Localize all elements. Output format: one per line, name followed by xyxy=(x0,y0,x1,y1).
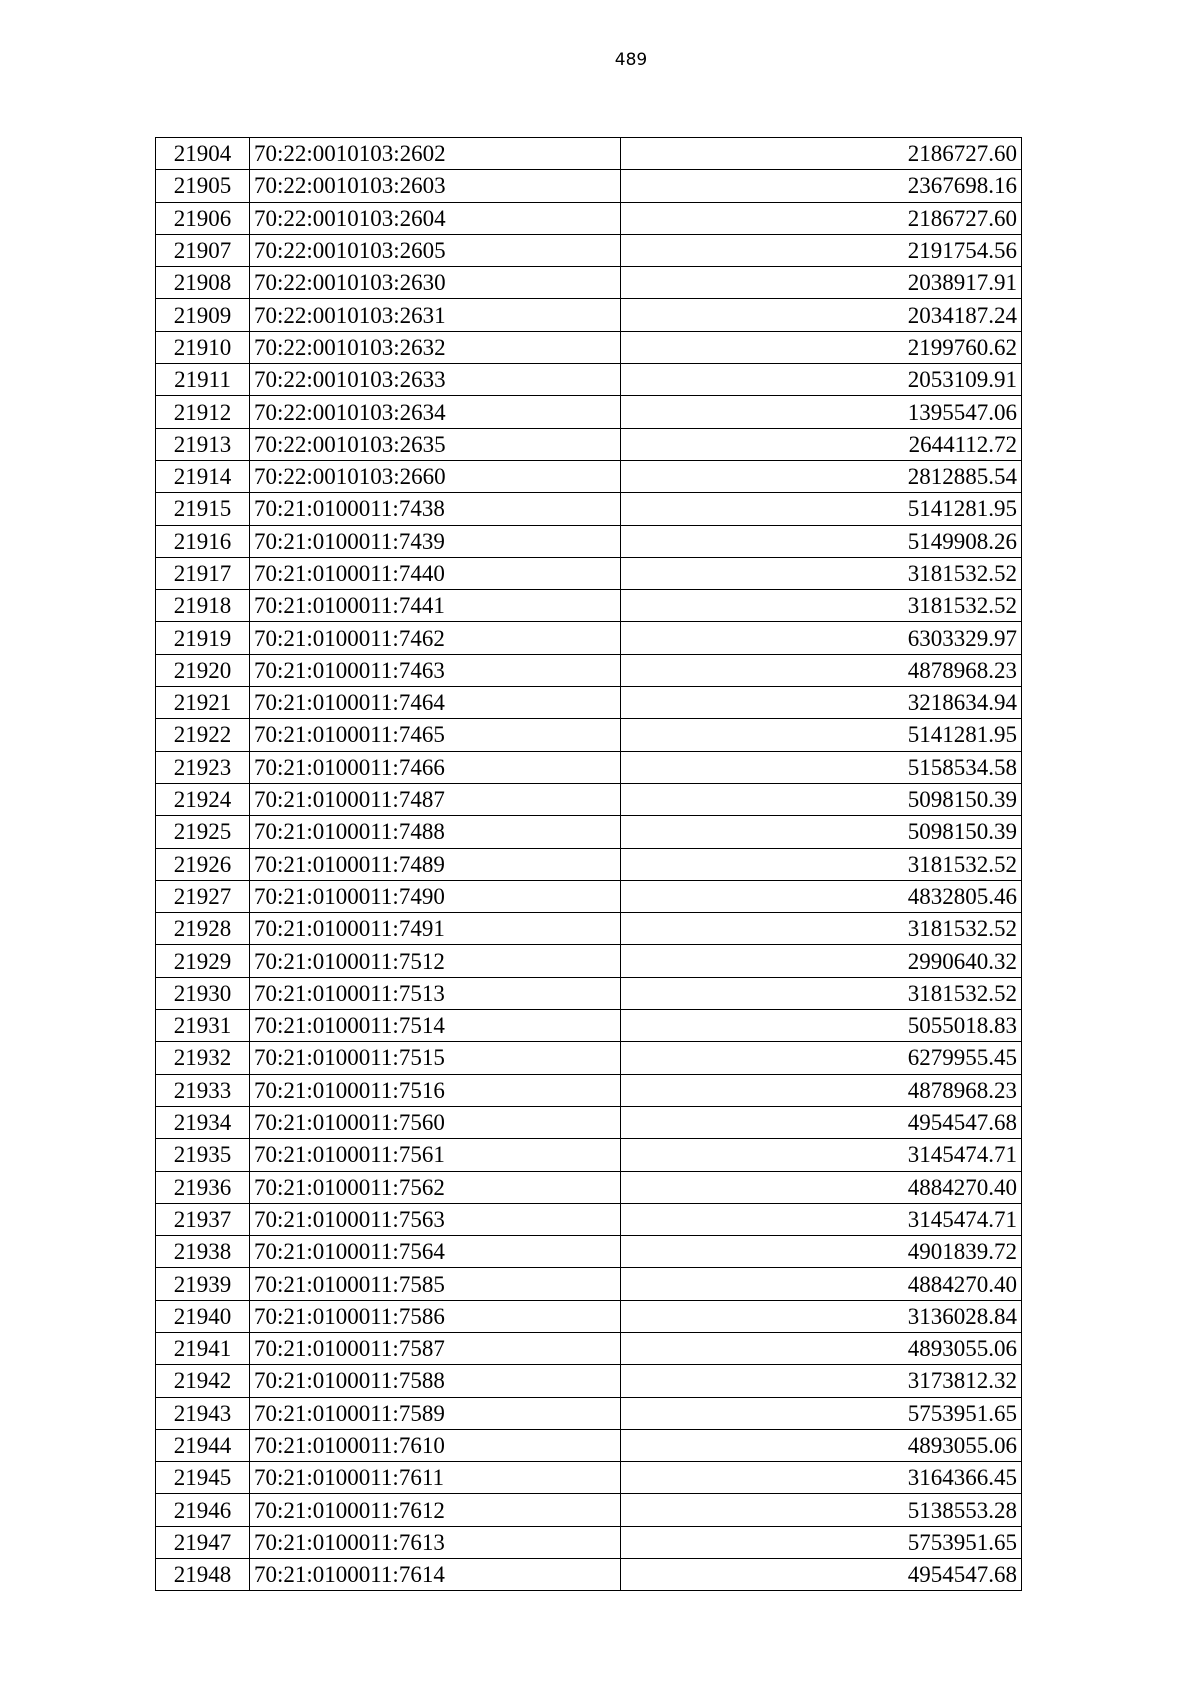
table-row xyxy=(156,1268,1022,1300)
cadastral-value: 4878968.23 xyxy=(621,1074,1022,1106)
cadastral-value: 2199760.62 xyxy=(621,331,1022,363)
cadastral-number: 70:21:0100011:7440 xyxy=(250,557,621,589)
row-number: 21904 xyxy=(156,138,250,170)
table-row xyxy=(156,1397,1022,1429)
cadastral-number: 70:21:0100011:7586 xyxy=(250,1300,621,1332)
cadastral-value: 3181532.52 xyxy=(621,590,1022,622)
cadastral-value: 4954547.68 xyxy=(621,1559,1022,1591)
cadastral-number: 70:21:0100011:7489 xyxy=(250,848,621,880)
row-number: 21927 xyxy=(156,880,250,912)
cadastral-value: 5158534.58 xyxy=(621,751,1022,783)
cadastral-value: 4893055.06 xyxy=(621,1429,1022,1461)
row-number: 21916 xyxy=(156,525,250,557)
cadastral-value: 1395547.06 xyxy=(621,396,1022,428)
cadastral-value: 5138553.28 xyxy=(621,1494,1022,1526)
cadastral-value: 4884270.40 xyxy=(621,1171,1022,1203)
row-number: 21923 xyxy=(156,751,250,783)
cadastral-value: 3145474.71 xyxy=(621,1139,1022,1171)
cadastral-value-table xyxy=(155,137,1022,1591)
row-number: 21915 xyxy=(156,493,250,525)
cadastral-number: 70:22:0010103:2632 xyxy=(250,331,621,363)
row-number: 21947 xyxy=(156,1526,250,1558)
row-number: 21914 xyxy=(156,460,250,492)
row-number: 21906 xyxy=(156,202,250,234)
row-number: 21929 xyxy=(156,945,250,977)
row-number: 21937 xyxy=(156,1203,250,1235)
table-row xyxy=(156,687,1022,719)
table-row xyxy=(156,622,1022,654)
table-row xyxy=(156,1010,1022,1042)
cadastral-value: 3136028.84 xyxy=(621,1300,1022,1332)
row-number: 21911 xyxy=(156,364,250,396)
cadastral-number: 70:21:0100011:7585 xyxy=(250,1268,621,1300)
cadastral-value: 3181532.52 xyxy=(621,977,1022,1009)
cadastral-value: 4901839.72 xyxy=(621,1236,1022,1268)
table-row xyxy=(156,428,1022,460)
table-row xyxy=(156,1559,1022,1591)
table-row xyxy=(156,1106,1022,1138)
cadastral-number: 70:21:0100011:7516 xyxy=(250,1074,621,1106)
row-number: 21912 xyxy=(156,396,250,428)
row-number: 21946 xyxy=(156,1494,250,1526)
cadastral-value: 2191754.56 xyxy=(621,234,1022,266)
cadastral-value: 4832805.46 xyxy=(621,880,1022,912)
row-number: 21942 xyxy=(156,1365,250,1397)
row-number: 21918 xyxy=(156,590,250,622)
row-number: 21930 xyxy=(156,977,250,1009)
cadastral-value: 5141281.95 xyxy=(621,493,1022,525)
table-row xyxy=(156,880,1022,912)
row-number: 21909 xyxy=(156,299,250,331)
table-row xyxy=(156,460,1022,492)
table-row xyxy=(156,1171,1022,1203)
cadastral-value: 2053109.91 xyxy=(621,364,1022,396)
row-number: 21924 xyxy=(156,783,250,815)
cadastral-number: 70:21:0100011:7462 xyxy=(250,622,621,654)
cadastral-number: 70:22:0010103:2602 xyxy=(250,138,621,170)
cadastral-value: 4954547.68 xyxy=(621,1106,1022,1138)
table-row xyxy=(156,848,1022,880)
row-number: 21925 xyxy=(156,816,250,848)
cadastral-value: 6303329.97 xyxy=(621,622,1022,654)
cadastral-number: 70:22:0010103:2631 xyxy=(250,299,621,331)
table-row xyxy=(156,945,1022,977)
row-number: 21910 xyxy=(156,331,250,363)
cadastral-number: 70:21:0100011:7441 xyxy=(250,590,621,622)
cadastral-value: 5098150.39 xyxy=(621,783,1022,815)
cadastral-number: 70:21:0100011:7488 xyxy=(250,816,621,848)
row-number: 21939 xyxy=(156,1268,250,1300)
row-number: 21932 xyxy=(156,1042,250,1074)
table-row xyxy=(156,1300,1022,1332)
cadastral-number: 70:22:0010103:2635 xyxy=(250,428,621,460)
cadastral-number: 70:22:0010103:2603 xyxy=(250,170,621,202)
cadastral-number: 70:21:0100011:7464 xyxy=(250,687,621,719)
table-row xyxy=(156,1332,1022,1364)
cadastral-value: 3181532.52 xyxy=(621,557,1022,589)
cadastral-value: 2038917.91 xyxy=(621,267,1022,299)
row-number: 21936 xyxy=(156,1171,250,1203)
cadastral-number: 70:22:0010103:2604 xyxy=(250,202,621,234)
cadastral-number: 70:21:0100011:7487 xyxy=(250,783,621,815)
row-number: 21941 xyxy=(156,1332,250,1364)
cadastral-number: 70:22:0010103:2630 xyxy=(250,267,621,299)
row-number: 21926 xyxy=(156,848,250,880)
table-row xyxy=(156,751,1022,783)
cadastral-number: 70:22:0010103:2660 xyxy=(250,460,621,492)
row-number: 21917 xyxy=(156,557,250,589)
cadastral-value: 5141281.95 xyxy=(621,719,1022,751)
cadastral-value: 2990640.32 xyxy=(621,945,1022,977)
table-row xyxy=(156,234,1022,266)
table-body xyxy=(156,138,1022,1591)
row-number: 21908 xyxy=(156,267,250,299)
table-row xyxy=(156,299,1022,331)
cadastral-value: 3173812.32 xyxy=(621,1365,1022,1397)
row-number: 21935 xyxy=(156,1139,250,1171)
table-row xyxy=(156,1203,1022,1235)
table-row xyxy=(156,493,1022,525)
row-number: 21907 xyxy=(156,234,250,266)
cadastral-number: 70:21:0100011:7439 xyxy=(250,525,621,557)
cadastral-number: 70:21:0100011:7490 xyxy=(250,880,621,912)
table-row xyxy=(156,913,1022,945)
table-row xyxy=(156,396,1022,428)
row-number: 21928 xyxy=(156,913,250,945)
cadastral-number: 70:21:0100011:7610 xyxy=(250,1429,621,1461)
cadastral-number: 70:21:0100011:7611 xyxy=(250,1462,621,1494)
cadastral-value: 4878968.23 xyxy=(621,654,1022,686)
row-number: 21919 xyxy=(156,622,250,654)
cadastral-value: 4893055.06 xyxy=(621,1332,1022,1364)
cadastral-value: 2186727.60 xyxy=(621,202,1022,234)
cadastral-number: 70:22:0010103:2633 xyxy=(250,364,621,396)
row-number: 21922 xyxy=(156,719,250,751)
table-row xyxy=(156,783,1022,815)
table-row xyxy=(156,1365,1022,1397)
cadastral-value: 2367698.16 xyxy=(621,170,1022,202)
table-row xyxy=(156,1042,1022,1074)
cadastral-number: 70:21:0100011:7514 xyxy=(250,1010,621,1042)
cadastral-value: 5753951.65 xyxy=(621,1526,1022,1558)
table-row xyxy=(156,202,1022,234)
cadastral-number: 70:22:0010103:2605 xyxy=(250,234,621,266)
row-number: 21913 xyxy=(156,428,250,460)
row-number: 21943 xyxy=(156,1397,250,1429)
cadastral-number: 70:21:0100011:7512 xyxy=(250,945,621,977)
page-number: 489 xyxy=(614,50,648,70)
table-row xyxy=(156,654,1022,686)
cadastral-number: 70:21:0100011:7491 xyxy=(250,913,621,945)
cadastral-value: 2034187.24 xyxy=(621,299,1022,331)
cadastral-number: 70:21:0100011:7614 xyxy=(250,1559,621,1591)
table-row xyxy=(156,1526,1022,1558)
row-number: 21938 xyxy=(156,1236,250,1268)
cadastral-number: 70:21:0100011:7561 xyxy=(250,1139,621,1171)
cadastral-value: 4884270.40 xyxy=(621,1268,1022,1300)
row-number: 21948 xyxy=(156,1559,250,1591)
cadastral-value: 3145474.71 xyxy=(621,1203,1022,1235)
table-row xyxy=(156,1139,1022,1171)
row-number: 21920 xyxy=(156,654,250,686)
cadastral-value: 3181532.52 xyxy=(621,913,1022,945)
table-row xyxy=(156,267,1022,299)
cadastral-number: 70:21:0100011:7463 xyxy=(250,654,621,686)
cadastral-value: 6279955.45 xyxy=(621,1042,1022,1074)
cadastral-value: 5098150.39 xyxy=(621,816,1022,848)
table-row xyxy=(156,525,1022,557)
table-row xyxy=(156,1494,1022,1526)
table-row xyxy=(156,1429,1022,1461)
cadastral-number: 70:21:0100011:7515 xyxy=(250,1042,621,1074)
cadastral-number: 70:22:0010103:2634 xyxy=(250,396,621,428)
row-number: 21945 xyxy=(156,1462,250,1494)
cadastral-value: 2644112.72 xyxy=(621,428,1022,460)
cadastral-number: 70:21:0100011:7564 xyxy=(250,1236,621,1268)
cadastral-number: 70:21:0100011:7438 xyxy=(250,493,621,525)
cadastral-value: 2812885.54 xyxy=(621,460,1022,492)
row-number: 21933 xyxy=(156,1074,250,1106)
table-row xyxy=(156,1074,1022,1106)
cadastral-value: 3164366.45 xyxy=(621,1462,1022,1494)
table-row xyxy=(156,138,1022,170)
cadastral-number: 70:21:0100011:7562 xyxy=(250,1171,621,1203)
table-row xyxy=(156,977,1022,1009)
table-row xyxy=(156,1236,1022,1268)
cadastral-value: 3218634.94 xyxy=(621,687,1022,719)
cadastral-number: 70:21:0100011:7587 xyxy=(250,1332,621,1364)
row-number: 21921 xyxy=(156,687,250,719)
table-row xyxy=(156,1462,1022,1494)
table-row xyxy=(156,557,1022,589)
cadastral-number: 70:21:0100011:7588 xyxy=(250,1365,621,1397)
row-number: 21944 xyxy=(156,1429,250,1461)
cadastral-value: 3181532.52 xyxy=(621,848,1022,880)
cadastral-number: 70:21:0100011:7466 xyxy=(250,751,621,783)
cadastral-number: 70:21:0100011:7465 xyxy=(250,719,621,751)
cadastral-value: 5149908.26 xyxy=(621,525,1022,557)
cadastral-value: 5055018.83 xyxy=(621,1010,1022,1042)
table-row xyxy=(156,170,1022,202)
row-number: 21940 xyxy=(156,1300,250,1332)
table-row xyxy=(156,590,1022,622)
row-number: 21905 xyxy=(156,170,250,202)
cadastral-number: 70:21:0100011:7589 xyxy=(250,1397,621,1429)
cadastral-number: 70:21:0100011:7612 xyxy=(250,1494,621,1526)
row-number: 21931 xyxy=(156,1010,250,1042)
table-row xyxy=(156,816,1022,848)
cadastral-number: 70:21:0100011:7560 xyxy=(250,1106,621,1138)
cadastral-number: 70:21:0100011:7563 xyxy=(250,1203,621,1235)
cadastral-value: 5753951.65 xyxy=(621,1397,1022,1429)
cadastral-number: 70:21:0100011:7613 xyxy=(250,1526,621,1558)
cadastral-number: 70:21:0100011:7513 xyxy=(250,977,621,1009)
table-row xyxy=(156,364,1022,396)
row-number: 21934 xyxy=(156,1106,250,1138)
table-row xyxy=(156,719,1022,751)
table-row xyxy=(156,331,1022,363)
cadastral-value: 2186727.60 xyxy=(621,138,1022,170)
